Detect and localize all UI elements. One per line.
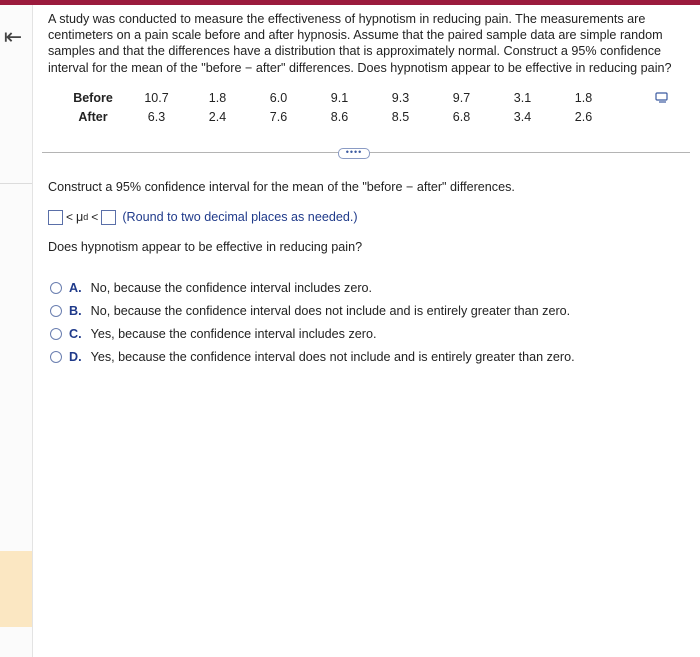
radio-icon[interactable]: [50, 328, 62, 340]
option-letter: C.: [69, 326, 82, 341]
option-text: Yes, because the confidence interval does not include and is entirely greater than zero.: [90, 349, 575, 364]
radio-icon[interactable]: [50, 351, 62, 363]
mu-subscript: d: [83, 212, 89, 222]
table-cell: 3.1: [513, 90, 532, 105]
note-box[interactable]: [0, 551, 32, 627]
table-cell: 3.4: [513, 109, 532, 124]
option-a[interactable]: [50, 276, 575, 299]
table-row-before: [60, 88, 614, 107]
table-cell: 8.6: [330, 109, 349, 124]
option-b[interactable]: [50, 299, 575, 322]
table-cell: 6.3: [147, 109, 166, 124]
option-text: No, because the confidence interval includes zero.: [90, 280, 373, 295]
ci-lower-input[interactable]: [48, 210, 63, 225]
data-table: [60, 88, 614, 126]
rounding-hint: (Round to two decimal places as needed.): [122, 210, 358, 224]
table-cell: 2.6: [574, 109, 593, 124]
answer-options: [50, 276, 575, 368]
table-cell: 6.0: [269, 90, 288, 105]
back-arrow-icon[interactable]: ⇤: [3, 24, 23, 49]
table-cell: 1.8: [208, 90, 227, 105]
table-row-after: [60, 107, 614, 126]
row-label: After: [78, 109, 108, 124]
option-letter: D.: [69, 349, 82, 364]
left-divider: [0, 183, 32, 184]
option-text: No, because the confidence interval does not include and is entirely greater than zero.: [90, 303, 571, 318]
less-than-1: <: [66, 210, 74, 224]
table-cell: 10.7: [144, 90, 169, 105]
radio-icon[interactable]: [50, 282, 62, 294]
table-cell: 9.7: [452, 90, 471, 105]
left-panel: [0, 5, 33, 657]
question-text: A study was conducted to measure the effectiveness of hypnotism in reducing pain. The measurements are centimeters on a pain scale before and after hypnosis. Assume that the paired sample data are simple random samples and that the differences have a distribution that is approximately normal. Construct a 95% confidence interval for the mean of the "before − after" differences. Does hypnotism appear to be effective in reducing pain?: [48, 12, 672, 75]
option-letter: A.: [69, 280, 82, 295]
mu-symbol: μ: [76, 210, 84, 224]
table-cell: 2.4: [208, 109, 227, 124]
radio-icon[interactable]: [50, 305, 62, 317]
ci-prompt: Construct a 95% confidence interval for the mean of the "before − after" differences.: [48, 180, 515, 194]
less-than-2: <: [91, 210, 99, 224]
copy-data-icon[interactable]: [655, 92, 668, 103]
ci-input-row: [48, 207, 358, 227]
row-label: Before: [73, 90, 113, 105]
table-cell: 1.8: [574, 90, 593, 105]
table-cell: 9.1: [330, 90, 349, 105]
expand-more-button[interactable]: ••••: [338, 148, 370, 159]
top-accent-bar: [0, 0, 700, 5]
option-c[interactable]: [50, 322, 575, 345]
hypnotism-prompt: Does hypnotism appear to be effective in reducing pain?: [48, 240, 363, 254]
option-text: Yes, because the confidence interval includes zero.: [90, 326, 377, 341]
table-cell: 9.3: [391, 90, 410, 105]
table-cell: 7.6: [269, 109, 288, 124]
option-d[interactable]: [50, 345, 575, 368]
option-letter: B.: [69, 303, 82, 318]
table-cell: 8.5: [391, 109, 410, 124]
table-cell: 6.8: [452, 109, 471, 124]
ci-upper-input[interactable]: [101, 210, 116, 225]
